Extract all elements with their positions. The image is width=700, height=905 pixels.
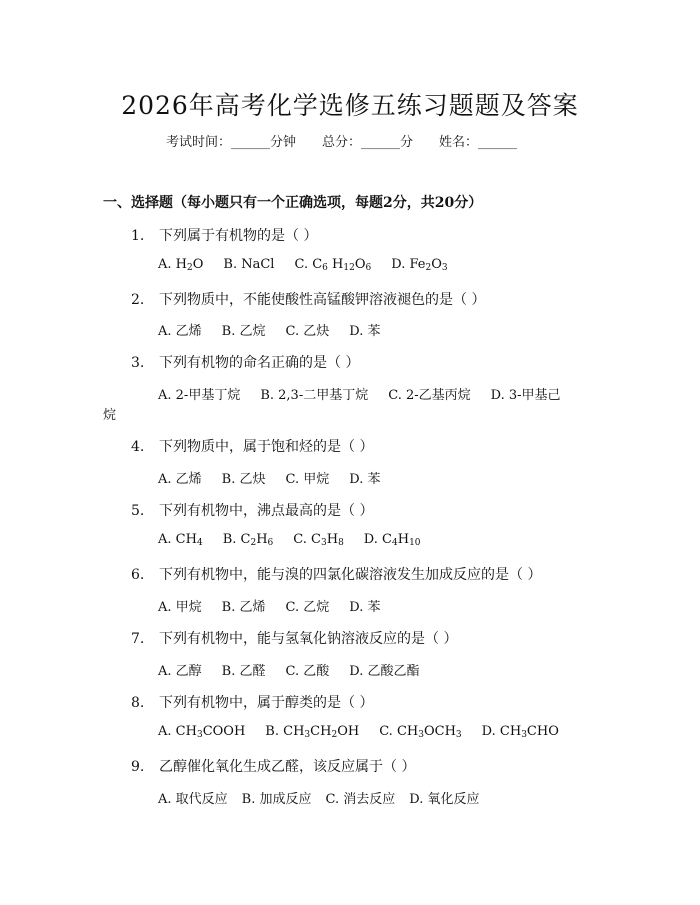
option-c: C. 甲烷 [285,472,330,487]
option-d: D. 苯 [349,600,381,615]
question-2-options [158,320,400,339]
option-c: C. 乙酸 [285,664,330,679]
option-d: D. 苯 [349,472,381,487]
option-c: C. 消去反应 [325,792,396,807]
question-8 [131,692,373,712]
student-name-field: 姓名：______ [439,135,518,150]
option-d: D. 乙酸乙酯 [349,664,420,679]
question-text: 下列有机物中，能与溴的四氯化碳溶液发生加成反应的是（ ） [159,567,542,583]
question-number: 6. [131,567,145,583]
question-text: 下列有机物的命名正确的是（ ） [159,355,360,371]
option-c: C. 乙烷 [285,600,330,615]
option-a: A. 乙烯 [158,472,202,487]
question-number: 7. [131,631,145,647]
option-a: A. 乙醇 [158,664,202,679]
question-text: 下列物质中，不能使酸性高锰酸钾溶液褪色的是（ ） [159,292,486,308]
option-b: B. NaCl [223,257,275,272]
question-2 [131,289,485,309]
option-b: B. $C_2H_6$ [222,532,274,548]
question-7 [131,628,457,648]
question-text: 下列有机物中，沸点最高的是（ ） [159,503,374,519]
option-b: B. 乙炔 [221,472,266,487]
option-a: A. $H_2O$ [158,257,204,273]
question-7-options [158,660,439,679]
option-a: A. 乙烯 [158,324,202,339]
question-text: 下列有机物中，能与氢氧化钠溶液反应的是（ ） [159,631,458,647]
question-9 [131,756,415,776]
option-b: B. 乙烷 [221,324,266,339]
option-c: C. 2-乙基丙烷 [388,388,471,403]
option-d: D. 苯 [349,324,381,339]
option-b: B. 乙烯 [221,600,266,615]
option-d-wrap: 烷 [103,408,117,423]
question-text: 乙醇催化氧化生成乙醛，该反应属于（ ） [159,759,416,775]
option-b: B. $CH_3CH_2OH$ [265,724,360,740]
question-5 [131,500,373,520]
option-c: C. $CH_3OCH_3$ [379,724,462,740]
option-c: C. 乙炔 [285,324,330,339]
question-number: 5. [131,503,145,519]
section-heading-choice: 一、选择题（每小题只有一个正确选项，每题2分，共20分） [103,195,483,211]
question-text: 下列物质中，属于饱和烃的是（ ） [159,439,374,455]
question-9-options [158,788,499,807]
option-d: D. $Fe_2O_3$ [391,257,448,273]
exam-meta [166,131,517,150]
question-number: 9. [131,759,145,775]
question-3 [131,352,359,372]
question-6 [131,564,541,584]
option-a: A. $CH_3COOH$ [158,724,246,740]
question-6-options [158,596,400,615]
question-number: 4. [131,439,145,455]
question-number: 3. [131,355,145,371]
option-b: B. 2,3-二甲基丁烷 [260,388,369,403]
option-d: D. $C_4H_{10}$ [363,532,421,548]
option-a: A. 取代反应 [158,792,228,807]
question-4 [131,436,373,456]
option-a: A. $CH_4$ [158,532,203,548]
option-d: D. $CH_3CHO$ [481,724,559,740]
question-5-options [158,532,441,548]
question-1 [131,225,317,245]
exam-title: 2026年高考化学选修五练习题题及答案 [121,91,579,120]
exam-time-field: 考试时间：______分钟 [166,135,297,150]
option-a: A. 甲烷 [158,600,202,615]
question-text: 下列属于有机物的是（ ） [159,228,318,244]
question-4-options [158,468,400,487]
question-8-options [158,724,579,740]
option-b: B. 乙醛 [221,664,266,679]
option-d: D. 氧化反应 [409,792,480,807]
option-c: C. $C_6$ $H_{12}O_6$ [294,257,372,273]
option-b: B. 加成反应 [241,792,312,807]
question-1-options [158,257,468,273]
question-number: 2. [131,292,145,308]
total-score-field: 总分：______分 [322,135,414,150]
question-text: 下列有机物中，属于醇类的是（ ） [159,695,374,711]
option-d: D. 3-甲基己 [490,388,561,403]
option-a: A. 2-甲基丁烷 [158,388,241,403]
question-number: 1. [131,228,145,244]
question-3-options [158,384,561,403]
question-number: 8. [131,695,145,711]
option-c: C. $C_3H_8$ [293,532,344,548]
